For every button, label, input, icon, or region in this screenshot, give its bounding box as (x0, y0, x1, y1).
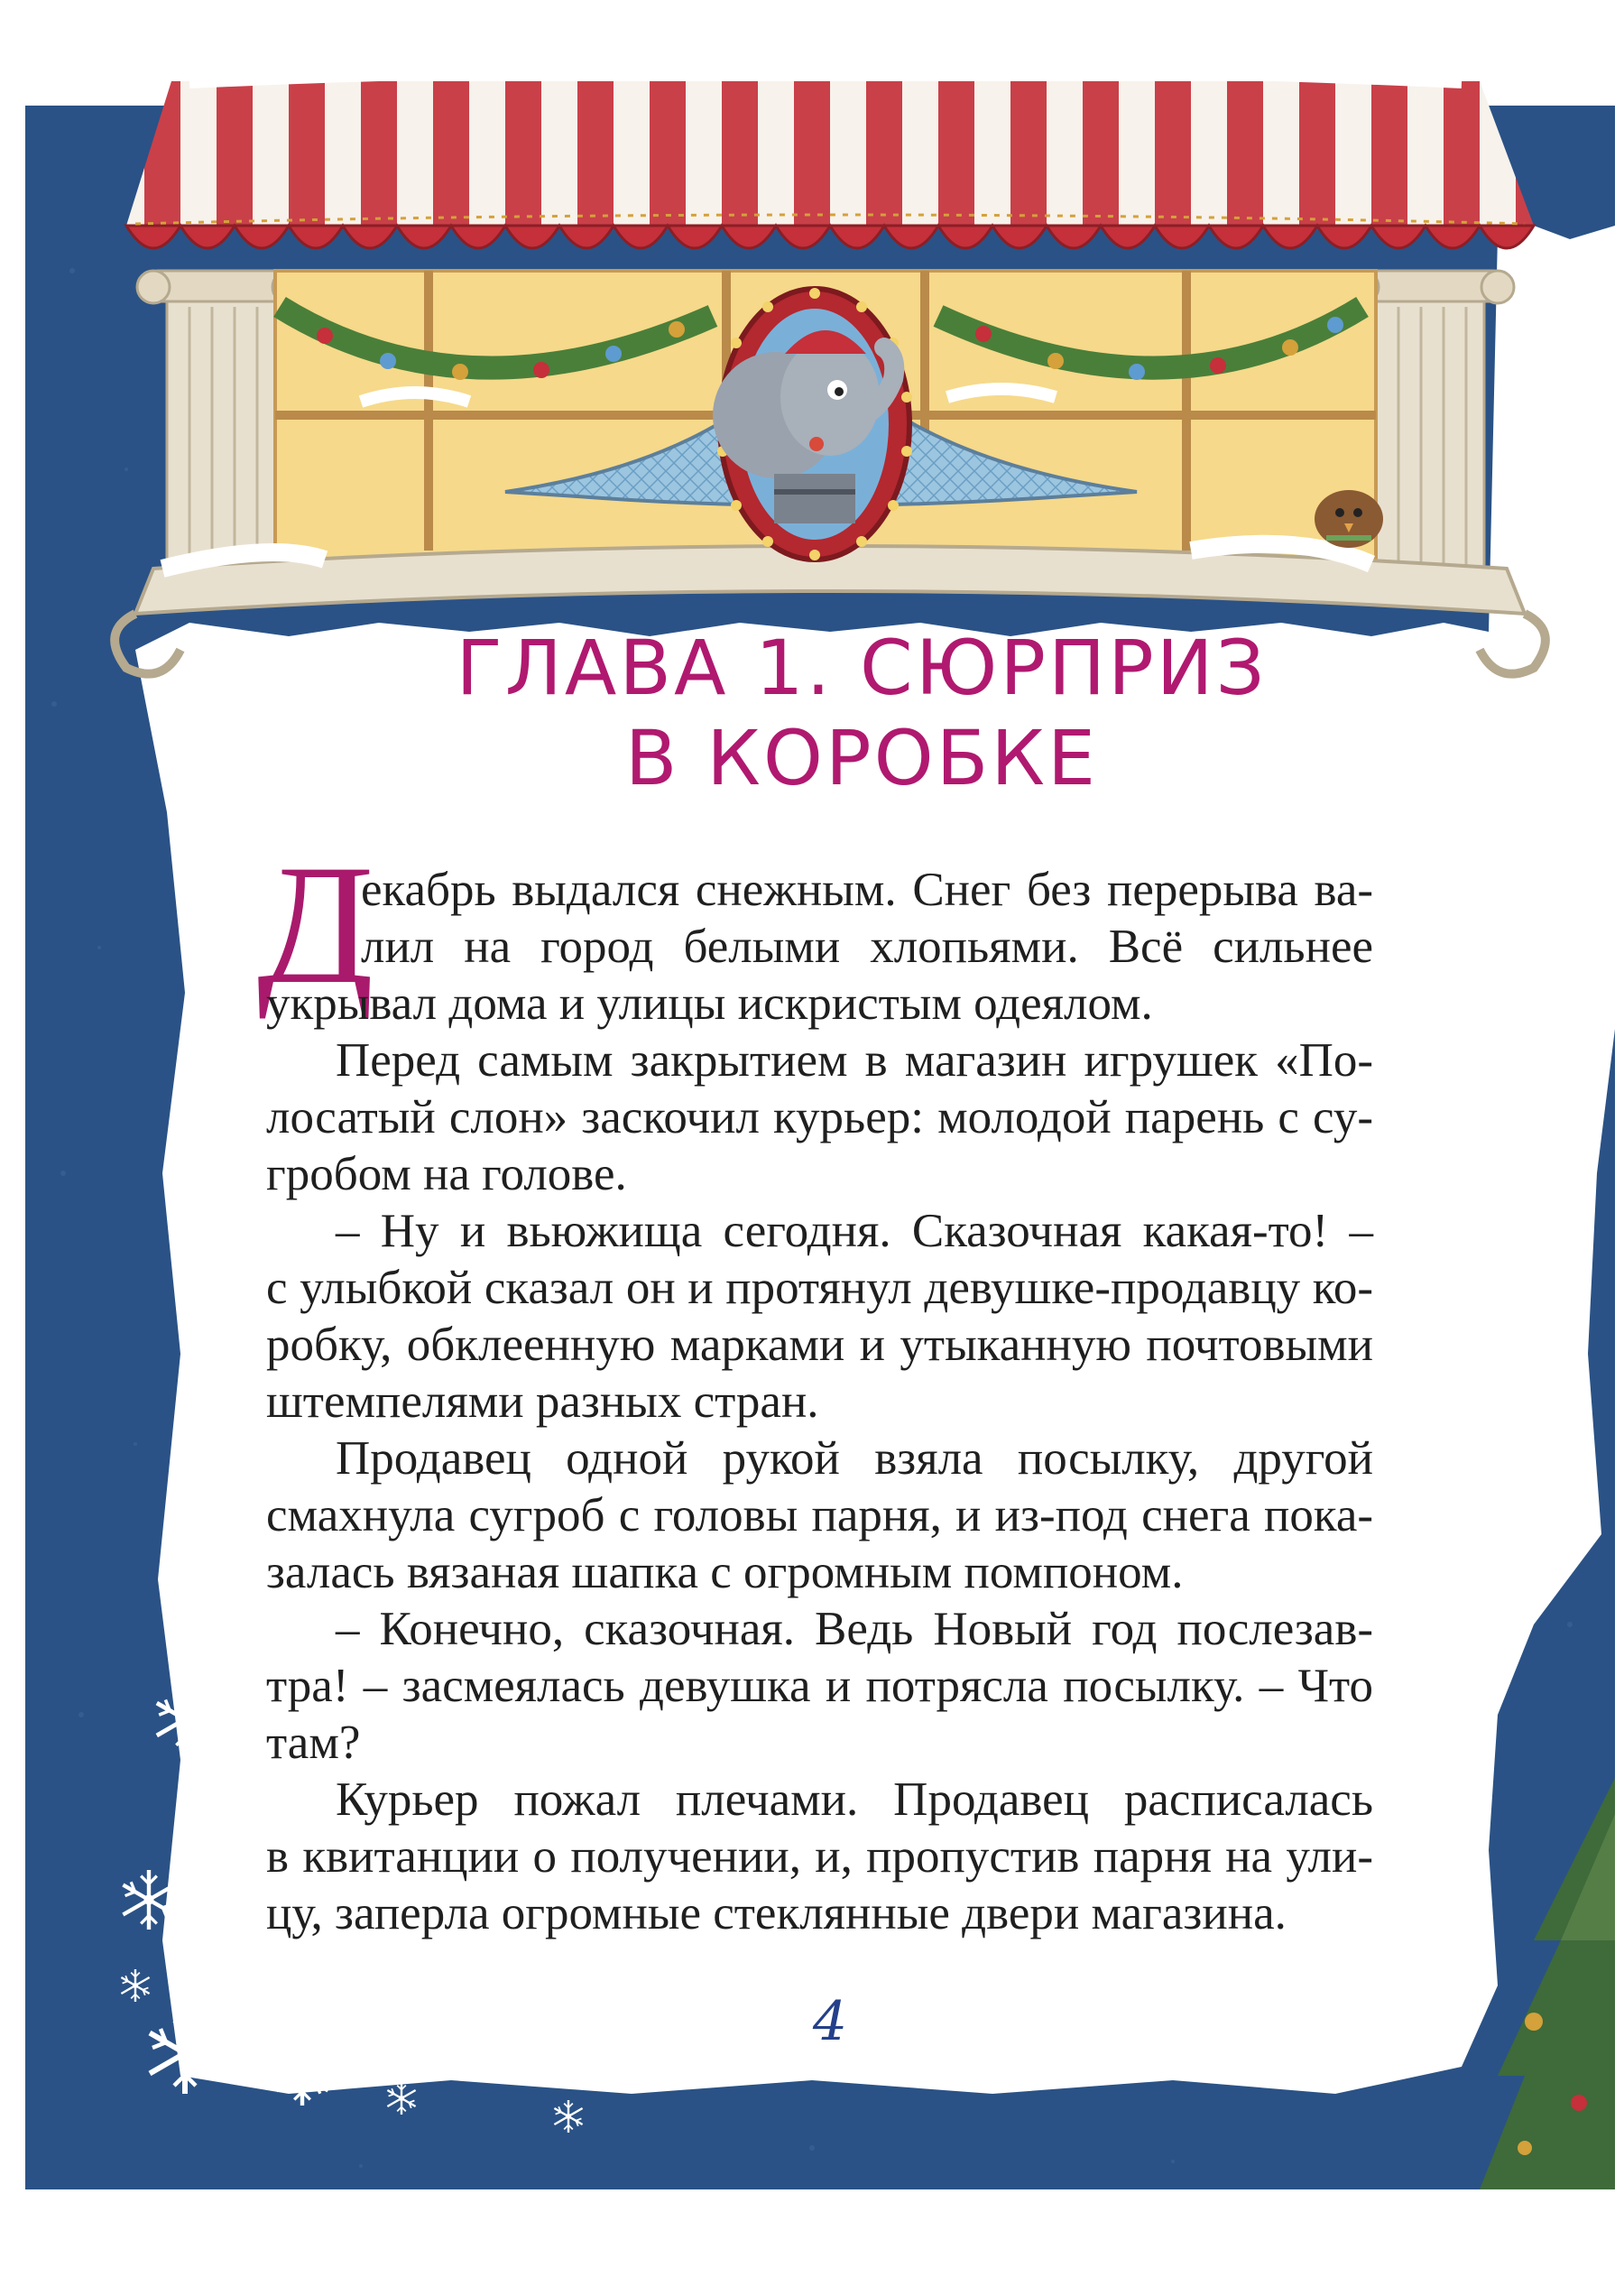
drop-cap: Д (257, 830, 374, 1020)
text-line: лосатый слон» заскочил курьер: молодой парень с су- (266, 1091, 1373, 1143)
chapter-title-line-2: В КОРОБКЕ (624, 714, 1099, 802)
text-line: екабрь выдался снежным. Снег без перерыва ва- (361, 864, 1373, 916)
text-line: штемпелями разных стран. (266, 1375, 819, 1428)
text-line: укрывал дома и улицы искристым одеялом. (266, 977, 1153, 1030)
text-line: цу, заперла огромные стеклянные двери магазина. (266, 1887, 1287, 1939)
text-line: с улыбкой сказал он и протянул девушке-продавцу ко- (266, 1262, 1373, 1314)
text-line: залась вязаная шапка с огромным помпоном. (266, 1546, 1184, 1598)
text-line: смахнула сугроб с головы парня, и из-под снега пока- (266, 1489, 1373, 1541)
page-number: 4 (812, 1990, 848, 2053)
text-line: Продавец одной рукой взяла посылку, другой (336, 1432, 1373, 1485)
text-line: Перед самым закрытием в магазин игрушек «По- (336, 1034, 1373, 1087)
text-line: Курьер пожал плечами. Продавец расписалась (336, 1773, 1373, 1826)
text-line: там? (266, 1717, 361, 1769)
chapter-title-line-1: ГЛАВА 1. СЮРПРИЗ (456, 624, 1268, 712)
text-line: гробом на голове. (266, 1148, 627, 1200)
text-line: тра! – засмеялась девушка и потрясла посылку. – Что (266, 1660, 1373, 1712)
text-line: лил на город белыми хлопьями. Всё сильнее (361, 921, 1373, 973)
text-line: робку, обклеенную марками и утыканную почтовыми (266, 1319, 1373, 1371)
bird (1315, 490, 1383, 548)
text-line: в квитанции о получении, и, пропустив парня на ули- (266, 1830, 1373, 1883)
awning (126, 69, 1534, 248)
text-line: – Конечно, сказочная. Ведь Новый год послезав- (336, 1603, 1373, 1655)
text-line: – Ну и вьюжища сегодня. Сказочная какая-то! – (336, 1205, 1373, 1257)
